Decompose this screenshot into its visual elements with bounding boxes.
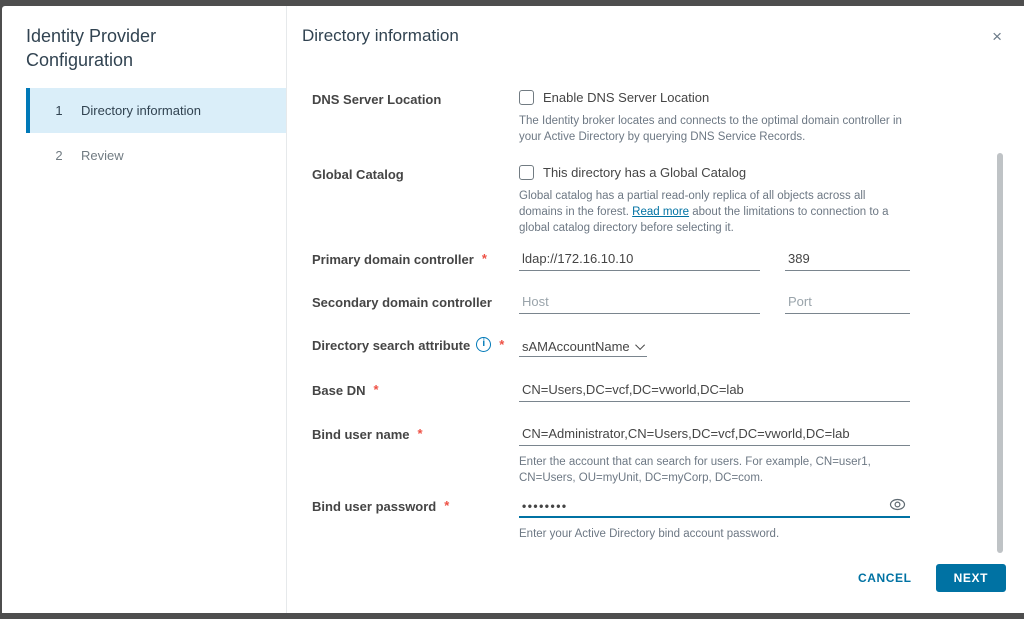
info-icon[interactable]: i bbox=[476, 337, 491, 352]
bind-password-input[interactable] bbox=[519, 497, 910, 518]
enable-dns-checkbox[interactable] bbox=[519, 90, 534, 105]
pane-title: Directory information bbox=[302, 26, 459, 45]
bind-user-name-input[interactable] bbox=[519, 425, 910, 446]
global-catalog-checkbox[interactable] bbox=[519, 165, 534, 180]
step-directory-information[interactable] bbox=[26, 88, 286, 133]
primary-domain-controller-label: Primary domain controller * bbox=[312, 251, 487, 267]
bind-user-name-label: Bind user name * bbox=[312, 426, 423, 442]
enable-dns-checkbox-label: Enable DNS Server Location bbox=[543, 90, 710, 105]
required-asterisk: * bbox=[481, 251, 487, 266]
primary-host-input[interactable] bbox=[519, 250, 760, 271]
secondary-host-input[interactable] bbox=[519, 293, 760, 314]
wizard-steps bbox=[26, 88, 286, 178]
step-number: 1 bbox=[55, 103, 63, 118]
identity-provider-dialog bbox=[2, 6, 1024, 613]
required-asterisk: * bbox=[373, 382, 379, 397]
step-label: Directory information bbox=[81, 103, 201, 118]
dns-help-text: The Identity broker locates and connects to the optimal domain controller in your Active Directory by querying DNS Service Records. bbox=[519, 115, 902, 143]
search-attribute-value: sAMAccountName bbox=[522, 338, 630, 354]
show-password-eye-icon[interactable] bbox=[889, 498, 906, 511]
close-icon[interactable]: × bbox=[992, 27, 1002, 46]
secondary-domain-controller-label: Secondary domain controller bbox=[312, 295, 492, 310]
base-dn-input[interactable] bbox=[519, 381, 910, 402]
vertical-scrollbar[interactable] bbox=[997, 153, 1003, 553]
bind-password-help-text: Enter your Active Directory bind account password. bbox=[519, 528, 780, 540]
primary-port-input[interactable] bbox=[785, 250, 910, 271]
step-review[interactable] bbox=[26, 133, 286, 178]
read-more-link[interactable]: Read more bbox=[632, 206, 690, 218]
dialog-footer bbox=[858, 564, 1006, 592]
required-asterisk: * bbox=[444, 498, 450, 513]
directory-search-attribute-label: Directory search attribute i * bbox=[312, 337, 505, 353]
secondary-port-input[interactable] bbox=[785, 293, 910, 314]
step-number: 2 bbox=[55, 148, 63, 163]
bind-user-password-label: Bind user password * bbox=[312, 498, 450, 514]
search-attribute-select[interactable] bbox=[519, 336, 647, 357]
dialog-title: Identity Provider Configuration bbox=[26, 26, 157, 70]
base-dn-label: Base DN * bbox=[312, 382, 379, 398]
next-button[interactable]: NEXT bbox=[936, 564, 1006, 592]
chevron-down-icon bbox=[635, 340, 645, 350]
global-catalog-help-text: Global catalog has a partial read-only replica of all objects across all domains in the forest. Read more about the limitations to connection to a global catalog directory before selecting it. bbox=[519, 190, 889, 234]
dns-server-location-label: DNS Server Location bbox=[312, 92, 442, 107]
directory-information-pane bbox=[289, 6, 1024, 613]
required-asterisk: * bbox=[417, 426, 423, 441]
step-label: Review bbox=[81, 148, 124, 163]
bind-user-help-text: Enter the account that can search for users. For example, CN=user1, CN=Users, OU=myUnit, DC=myCorp, DC=com. bbox=[519, 456, 871, 484]
required-asterisk: * bbox=[499, 337, 505, 352]
cancel-button[interactable]: CANCEL bbox=[857, 571, 912, 585]
wizard-sidebar bbox=[2, 6, 287, 613]
global-catalog-checkbox-label: This directory has a Global Catalog bbox=[543, 165, 747, 180]
global-catalog-label: Global Catalog bbox=[312, 167, 404, 182]
